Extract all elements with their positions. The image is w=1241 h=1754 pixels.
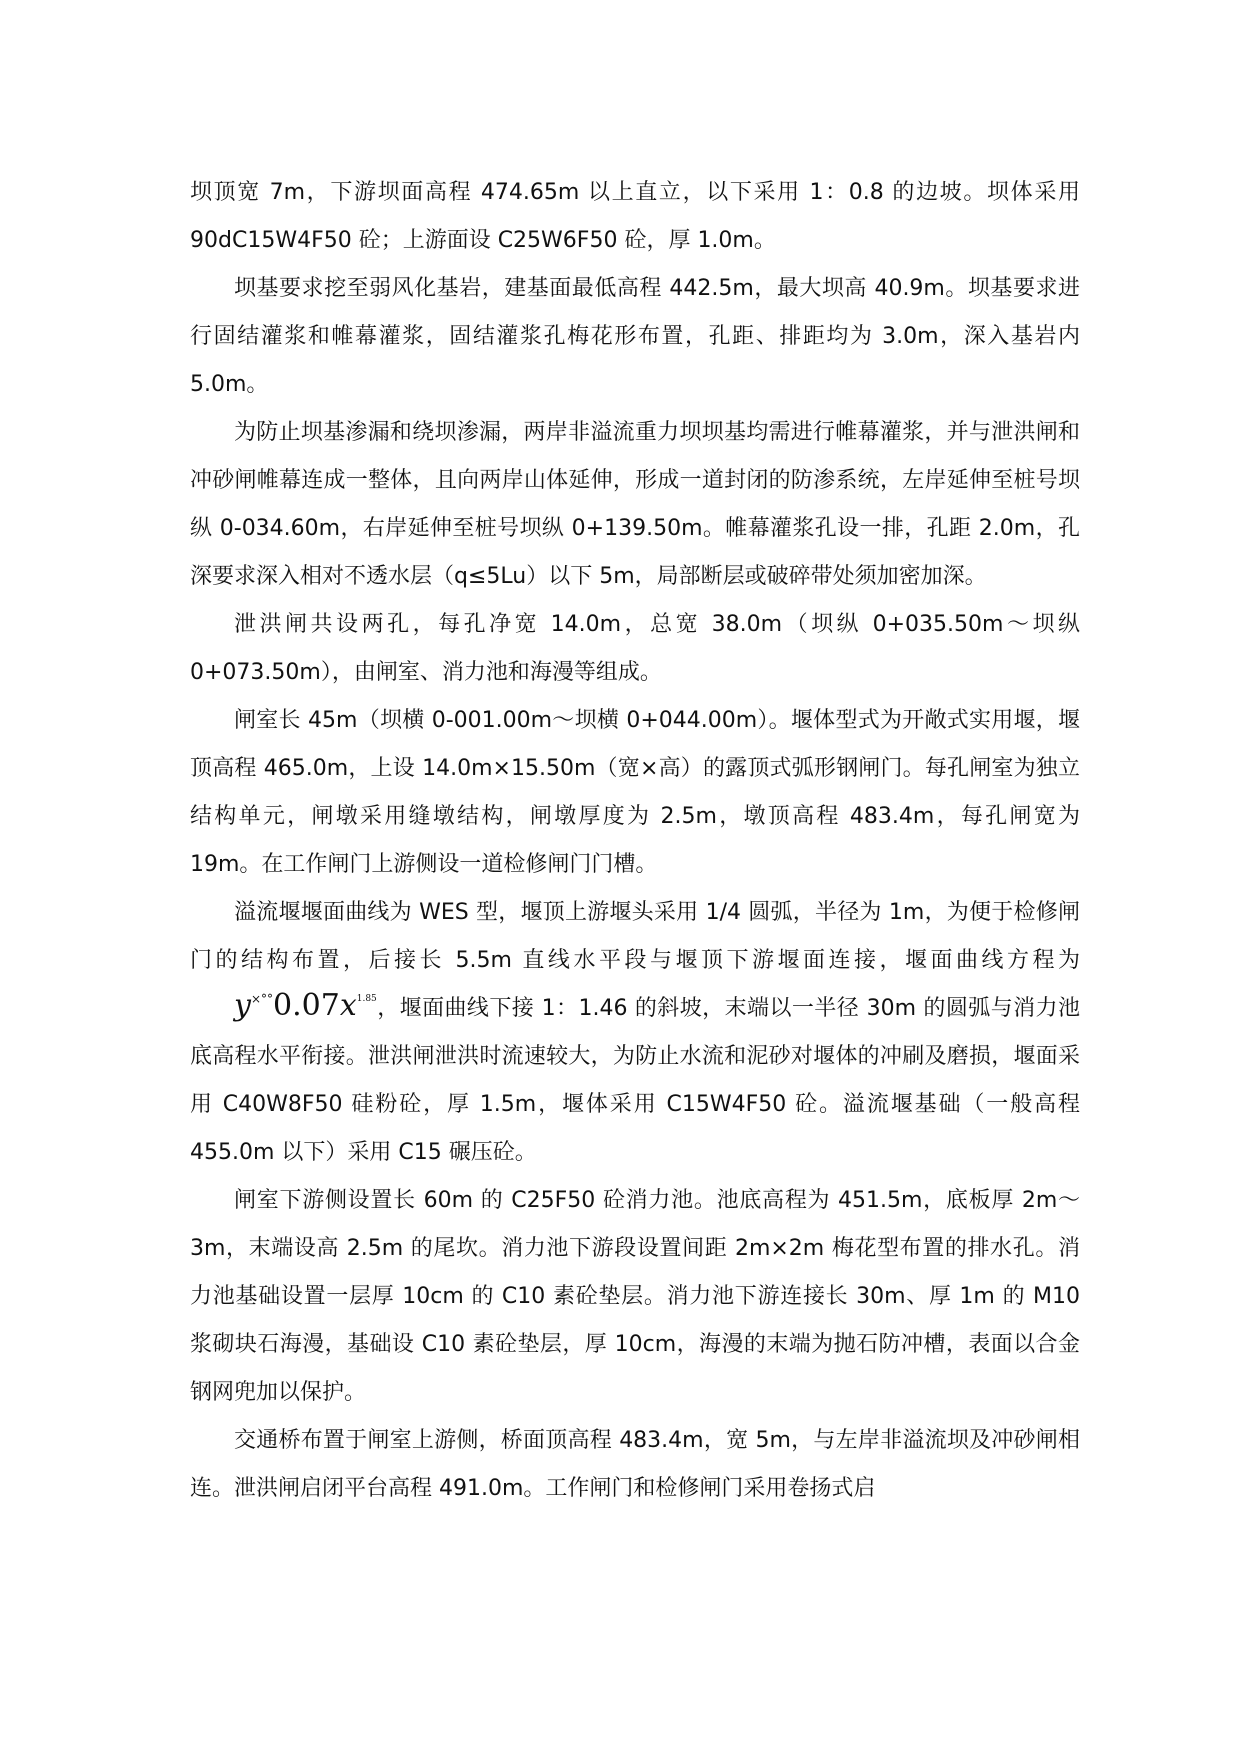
formula-exponent: 1.85 (356, 994, 377, 1004)
formula-marks: ×°° (250, 992, 274, 1006)
formula-x: x (339, 988, 357, 1023)
paragraph-stilling-basin: 闸室下游侧设置长 60m 的 C25F50 砼消力池。池底高程为 451.5m，底板厚 2m～3m，末端设高 2.5m 的尾坎。消力池下游段设置间距 2m×2m 梅花型布置的排水孔。消力池基础设置一层厚 10cm 的 C10 素砼垫层。消力池下游连接长 30m、厚 1m 的 M10 浆砌块石海漫，基础设 C10 素砼垫层，厚 10cm，海漫的末端为抛石防冲槽，表面以合金钢网兜加以保护。 (190, 1188, 1080, 1405)
paragraph-flood-gate: 泄洪闸共设两孔，每孔净宽 14.0m，总宽 38.0m（坝纵 0+035.50m～坝纵 0+073.50m），由闸室、消力池和海漫等组成。 (190, 612, 1080, 685)
weir-curve-formula (190, 988, 377, 1023)
document-page (190, 169, 1080, 1513)
weir-text-before-formula: 溢流堰堰面曲线为 WES 型，堰顶上游堰头采用 1/4 圆弧，半径为 1m，为便于检修闸门的结构布置，后接长 5.5m 直线水平段与堰顶下游堰面连接，堰面曲线方程为 (190, 900, 1080, 973)
formula-y: y (234, 988, 251, 1023)
paragraph-dam-foundation: 坝基要求挖至弱风化基岩，建基面最低高程 442.5m，最大坝高 40.9m。坝基要求进行固结灌浆和帷幕灌浆，固结灌浆孔梅花形布置，孔距、排距均为 3.0m，深入基岩内 5.0m。 (190, 276, 1080, 397)
paragraph-overflow-weir (190, 889, 1080, 1177)
paragraph-bridge: 交通桥布置于闸室上游侧，桥面顶高程 483.4m，宽 5m，与左岸非溢流坝及冲砂闸相连。泄洪闸启闭平台高程 491.0m。工作闸门和检修闸门采用卷扬式启 (190, 1428, 1080, 1501)
paragraph-dam-crest: 坝顶宽 7m，下游坝面高程 474.65m 以上直立，以下采用 1：0.8 的边坡。坝体采用 90dC15W4F50 砼；上游面设 C25W6F50 砼，厚 1.0m。 (190, 180, 1080, 253)
paragraph-gate-chamber: 闸室长 45m（坝横 0-001.00m～坝横 0+044.00m）。堰体型式为开敞式实用堰，堰顶高程 465.0m，上设 14.0m×15.50m（宽×高）的露顶式弧形钢闸门。每孔闸室为独立结构单元，闸墩采用缝墩结构，闸墩厚度为 2.5m，墩顶高程 483.4m，每孔闸宽为 19m。在工作闸门上游侧设一道检修闸门门槽。 (190, 708, 1080, 877)
paragraph-seepage-control: 为防止坝基渗漏和绕坝渗漏，两岸非溢流重力坝坝基均需进行帷幕灌浆，并与泄洪闸和冲砂闸帷幕连成一整体，且向两岸山体延伸，形成一道封闭的防渗系统，左岸延伸至桩号坝纵 0-034.60m，右岸延伸至桩号坝纵 0+139.50m。帷幕灌浆孔设一排，孔距 2.0m，孔深要求深入相对不透水层（q≤5Lu）以下 5m，局部断层或破碎带处须加密加深。 (190, 420, 1080, 589)
weir-text-after-formula: ，堰面曲线下接 1：1.46 的斜坡，末端以一半径 30m 的圆弧与消力池底高程水平衔接。泄洪闸泄洪时流速较大，为防止水流和泥砂对堰体的冲刷及磨损，堰面采用 C40W8F50 硅粉砼，厚 1.5m，堰体采用 C15W4F50 砼。溢流堰基础（一般高程 455.0m 以下）采用 C15 碾压砼。 (190, 996, 1080, 1165)
formula-coefficient: 0.07 (273, 988, 340, 1023)
